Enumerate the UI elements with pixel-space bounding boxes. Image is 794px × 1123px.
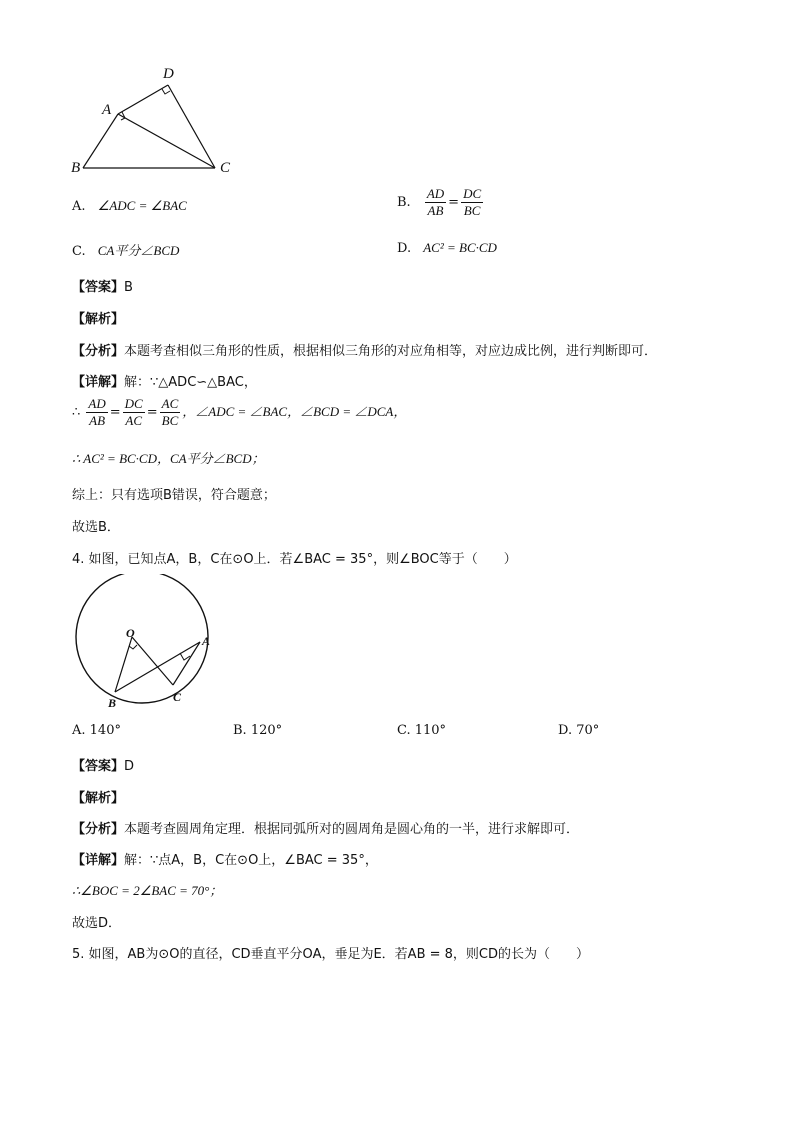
fraction-ad-ab-2 [86,396,107,429]
q4-option-d: D. 70° [558,723,600,738]
numerator: DC [124,396,143,411]
q3-ratio-line [72,396,406,429]
option-d-label: D. [397,241,412,256]
equals-sign: = [448,195,460,210]
q4-choose: 故选D． [72,916,122,931]
option-c-text: CA平分∠BCD [97,243,180,258]
numerator: AD [426,186,445,201]
detail-line-1: 解：∵△ADC∽△BAC， [124,375,257,390]
triangle-figure [60,62,240,182]
answer-tag: 【答案】 [72,759,125,774]
fenxi-tag: 【分析】 [72,822,125,837]
point-label-O: O [126,626,135,640]
denominator: AB [89,413,106,428]
circle-figure [70,574,230,714]
point-label-A: A [102,102,112,118]
point-label-B: B [71,160,81,176]
fenxi-tag: 【分析】 [72,344,125,359]
option-d [397,240,497,256]
q4-option-b: B. 120° [233,723,283,738]
q4-answer [72,755,134,774]
q3-answer [72,276,133,295]
denominator: AB [427,203,444,218]
fraction-ad-ab [425,186,446,219]
fraction-dc-bc [461,186,483,219]
detail-line-1: 解：∵点A，B，C在⊙O上，∠BAC = 35°， [124,853,378,868]
point-label-D: D [163,66,174,82]
point-label-C: C [220,160,231,176]
q4-option-c: C. 110° [397,723,447,738]
equals-sign: = [146,405,158,420]
fenxi-text: 本题考查圆周角定理．根据同弧所对的圆周角是圆心角的一半，进行求解即可． [124,822,580,837]
detail-tag: 【详解】 [72,853,125,868]
option-c-label: C. [72,244,86,259]
option-b [397,186,485,219]
option-d-text: AC² = BC·CD [423,240,497,255]
option-a-text: ∠ADC = ∠BAC [97,198,187,213]
numerator: AD [88,396,106,411]
q5-stem: 5. 如图，AB为⊙O的直径，CD垂直平分OA，垂足为E．若AB = 8，则CD的长为（ ） [72,947,589,962]
answer-tag: 【答案】 [72,280,125,295]
triangle-diagram [60,62,240,182]
option-a [72,198,187,214]
q3-summary: 综上：只有选项B错误，符合题意； [72,488,276,503]
denominator: AC [125,413,143,428]
option-b-label: B. [397,195,411,210]
point-label-A: A [202,634,211,648]
option-a-label: A. [72,199,86,214]
equals-sign: = [109,405,121,420]
q3-fenxi [72,340,657,359]
denominator: BC [161,413,179,428]
q3-choose: 故选B． [72,520,120,535]
answer-value: D [124,759,135,774]
option-c [72,240,179,259]
detail-tag: 【详解】 [72,375,125,390]
detail-line-2-tail: ，∠ADC = ∠BAC，∠BCD = ∠DCA， [182,404,407,419]
q4-detail-line-2: ∴∠BOC = 2∠BAC = 70°； [72,883,223,898]
numerator: DC [463,186,482,201]
fenxi-text: 本题考查相似三角形的性质，根据相似三角形的对应角相等，对应边成比例，进行判断即可． [124,344,658,359]
q4-analysis-tag: 【解析】 [72,791,125,806]
point-label-B: B [108,696,117,710]
point-label-C: C [173,690,182,704]
q4-fenxi [72,818,579,837]
q4-option-a: A. 140° [72,723,121,738]
q3-detail-line-3: ∴ AC² = BC·CD，CA平分∠BCD； [72,451,265,466]
therefore-symbol: ∴ [72,405,81,420]
fraction-ac-bc [160,396,181,429]
fraction-dc-ac [123,396,145,429]
answer-value: B [124,280,133,295]
q3-analysis-tag: 【解析】 [72,312,125,327]
q4-stem: 4. 如图，已知点A，B，C在⊙O上．若∠BAC = 35°，则∠BOC等于（ ） [72,552,517,567]
q3-detail [72,371,257,390]
numerator: AC [161,396,179,411]
denominator: BC [463,203,481,218]
q4-detail [72,849,378,868]
